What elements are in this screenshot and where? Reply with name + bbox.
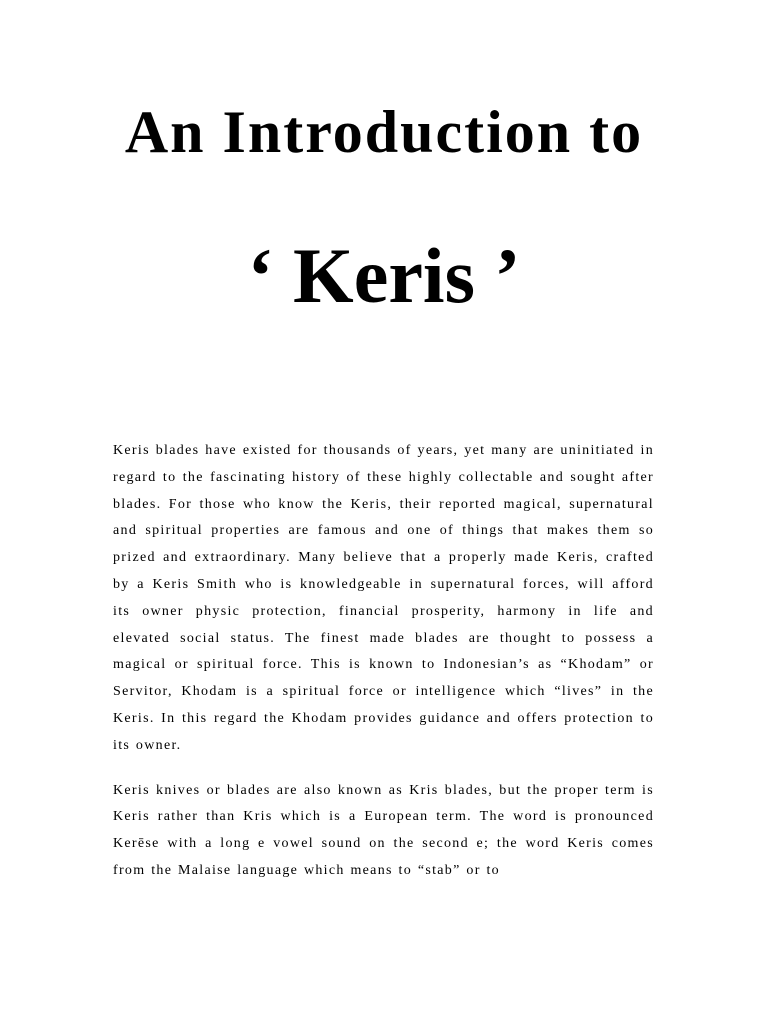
body-text — [113, 438, 654, 903]
paragraph-2: Keris knives or blades are also known as Kris blades, but the proper term is Keris rather than Kris which is a European term. The word is pronounced Kerēse with a long e vowel sound on the second e; the word Keris comes from the Malaise language which means to “stab” or to — [113, 782, 654, 878]
paragraph-1: Keris blades have existed for thousands of years, yet many are uninitiated in regard to the fascinating history of these highly collectable and sought after blades. For those who know the Keris, their reported magical, supernatural and spiritual properties are famous and one of things that makes them so prized and extraordinary. Many believe that a properly made Keris, crafted by a Keris Smith who is knowledgeable in supernatural forces, will afford its owner physic protection, financial prosperity, harmony in life and elevated social status. The finest made blades are thought to possess a magical or spiritual force. This is known to Indonesian’s as “Khodam” or Servitor, Khodam is a spiritual force or intelligence which “lives” in the Keris. In this regard the Khodam provides guidance and offers protection to its owner. — [113, 443, 654, 753]
title-line-1: An Introduction to — [124, 99, 644, 165]
title-line-2: ‘ Keris ’ — [247, 232, 521, 319]
